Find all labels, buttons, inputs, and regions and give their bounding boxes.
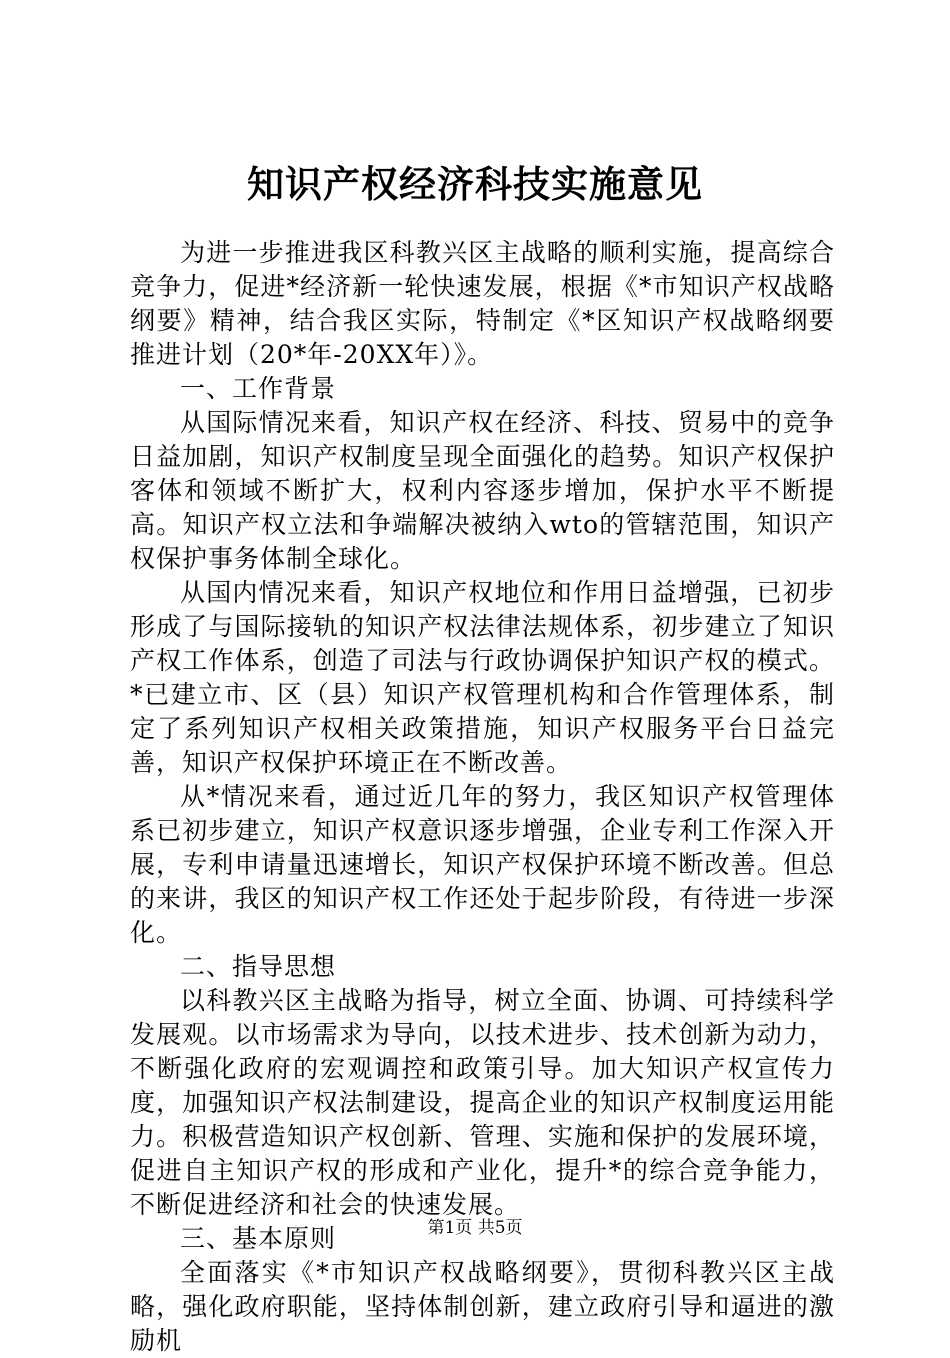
paragraph-local: 从*情况来看，通过近几年的努力，我区知识产权管理体系已初步建立，知识产权意识逐步增强，企业专利工作深入开展，专利申请量迅速增长，知识产权保护环境不断改善。但总的来讲，我区的知识产权工作还处于起步阶段，有待进一步深化。	[130, 782, 835, 947]
section-heading-guiding-thought: 二、指导思想	[180, 952, 337, 981]
paragraph-intro: 为进一步推进我区科教兴区主战略的顺利实施，提高综合竞争力，促进*经济新一轮快速发展，根据《*市知识产权战略纲要》精神，结合我区实际，特制定《*区知识产权战略纲要推进计划（20*年-20XX年）》。	[130, 238, 835, 369]
section-heading-principles: 三、基本原则	[180, 1224, 337, 1253]
section-heading-background: 一、工作背景	[180, 374, 337, 403]
paragraph-international: 从国际情况来看，知识产权在经济、科技、贸易中的竞争日益加剧，知识产权制度呈现全面强化的趋势。知识产权保护客体和领域不断扩大，权利内容逐步增加，保护水平不断提高。知识产权立法和争端解决被纳入wto的管辖范围，知识产权保护事务体制全球化。	[130, 408, 835, 573]
document-body	[130, 236, 835, 1358]
page-footer: 第1页 共5页	[427, 1218, 523, 1238]
paragraph-guiding-thought: 以科教兴区主战略为指导，树立全面、协调、可持续科学发展观。以市场需求为导向，以技术进步、技术创新为动力，不断强化政府的宏观调控和政策引导。加大知识产权宣传力度，加强知识产权法制建设，提高企业的知识产权制度运用能力。积极营造知识产权创新、管理、实施和保护的发展环境，促进自主知识产权的形成和产业化，提升*的综合竞争能力，不断促进经济和社会的快速发展。	[130, 986, 835, 1219]
paragraph-principles: 全面落实《*市知识产权战略纲要》，贯彻科教兴区主战略，强化政府职能，坚持体制创新，建立政府引导和逼进的激励机	[130, 1258, 835, 1355]
document-title: 知识产权经济科技实施意见	[247, 162, 703, 206]
paragraph-domestic: 从国内情况来看，知识产权地位和作用日益增强，已初步形成了与国际接轨的知识产权法律法规体系，初步建立了知识产权工作体系，创造了司法与行政协调保护知识产权的模式。*已建立市、区（县）知识产权管理机构和合作管理体系，制定了系列知识产权相关政策措施，知识产权服务平台日益完善，知识产权保护环境正在不断改善。	[130, 578, 835, 777]
